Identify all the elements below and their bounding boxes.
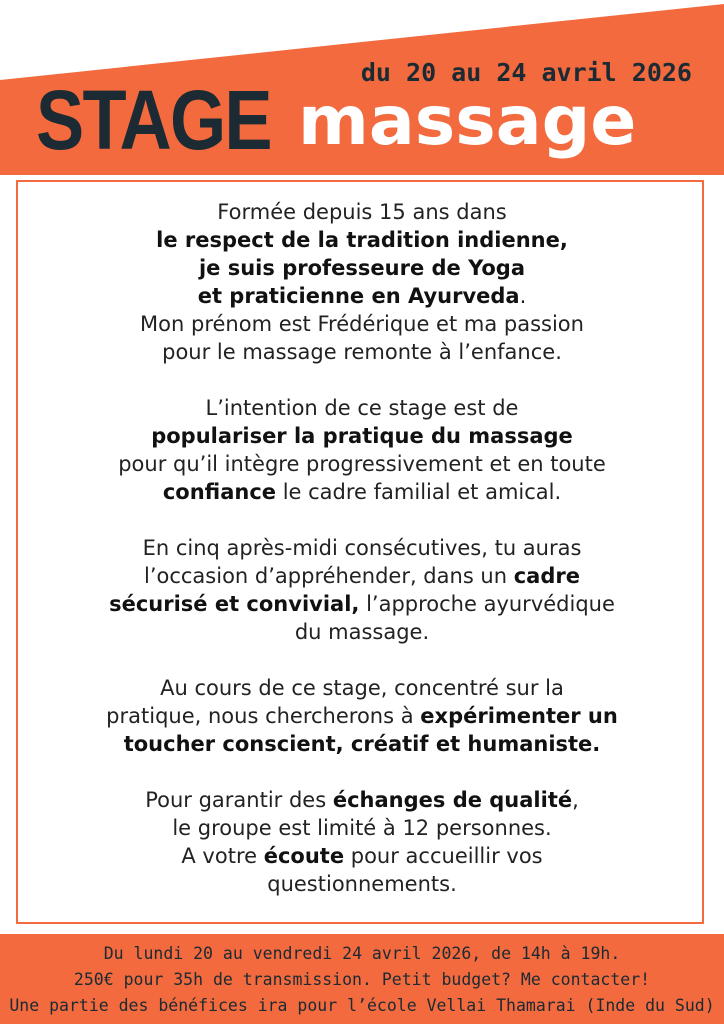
footer-price: 250€ pour 35h de transmission. Petit budget? Me contacter! [73,970,651,989]
intention-paragraph [18,394,706,506]
cinq-line-3-rest: l’approche ayurvédique [359,592,615,616]
practice-paragraph [18,674,706,758]
title-stage: STAGE [36,73,271,167]
intention-line-1: L’intention de ce stage est de [205,396,519,420]
intention-line-4-bold: confiance [162,480,277,504]
garantir-line-1: Pour garantir des [145,788,333,812]
intention-line-3: pour qu’il intègre progressivement et en toute [118,452,606,476]
garantir-line-4: questionnements. [267,872,457,896]
cours-line-1: Au cours de ce stage, concentré sur la [160,676,564,700]
intro-line-3: je suis professeure de Yoga [198,256,525,280]
event-dates: du 20 au 24 avril 2026 [360,58,692,87]
cinq-line-4: du massage. [294,620,430,644]
garantir-line-1-end: , [572,788,579,812]
cinq-line-1: En cinq après-midi consécutives, tu auras [142,536,582,560]
garantir-line-3-rest: pour accueillir vos [344,844,543,868]
garantir-line-3: A votre [181,844,264,868]
intro-line-5: Mon prénom est Frédérique et ma passion [140,312,584,336]
cinq-line-2-bold: cadre [513,564,580,588]
garantir-line-1-bold: échanges de qualité [332,788,573,812]
intro-line-1: Formée depuis 15 ans dans [217,200,507,224]
description-body [18,198,706,898]
intro-line-4-end: . [519,284,527,308]
group-paragraph [18,786,706,898]
footer-info [0,941,724,1019]
cinq-line-3-bold: sécurisé et convivial, [109,592,360,616]
intro-line-2: le respect de la tradition indienne, [156,228,568,252]
schedule-paragraph [18,534,706,646]
footer-charity: Une partie des bénéfices ira pour l’école Vellai Thamarai (Inde du Sud) [9,996,715,1015]
intention-line-2: populariser la pratique du massage [151,424,573,448]
garantir-line-3-bold: écoute [263,844,345,868]
garantir-line-2: le groupe est limité à 12 personnes. [172,816,552,840]
intention-line-4-rest: le cadre familial et amical. [276,480,562,504]
cours-line-3-bold: toucher conscient, créatif et humaniste. [123,732,601,756]
cinq-line-2: l’occasion d’appréhender, dans un [143,564,514,588]
intro-line-4: et praticienne en Ayurveda [197,284,520,308]
title-massage: massage [298,82,637,161]
footer-dates-hours: Du lundi 20 au vendredi 24 avril 2026, de 14h à 19h. [103,944,621,963]
intro-line-6: pour le massage remonte à l’enfance. [162,340,562,364]
intro-paragraph [18,198,706,366]
cours-line-2: pratique, nous chercherons à [106,704,421,728]
cours-line-2-bold: expérimenter un [420,704,618,728]
